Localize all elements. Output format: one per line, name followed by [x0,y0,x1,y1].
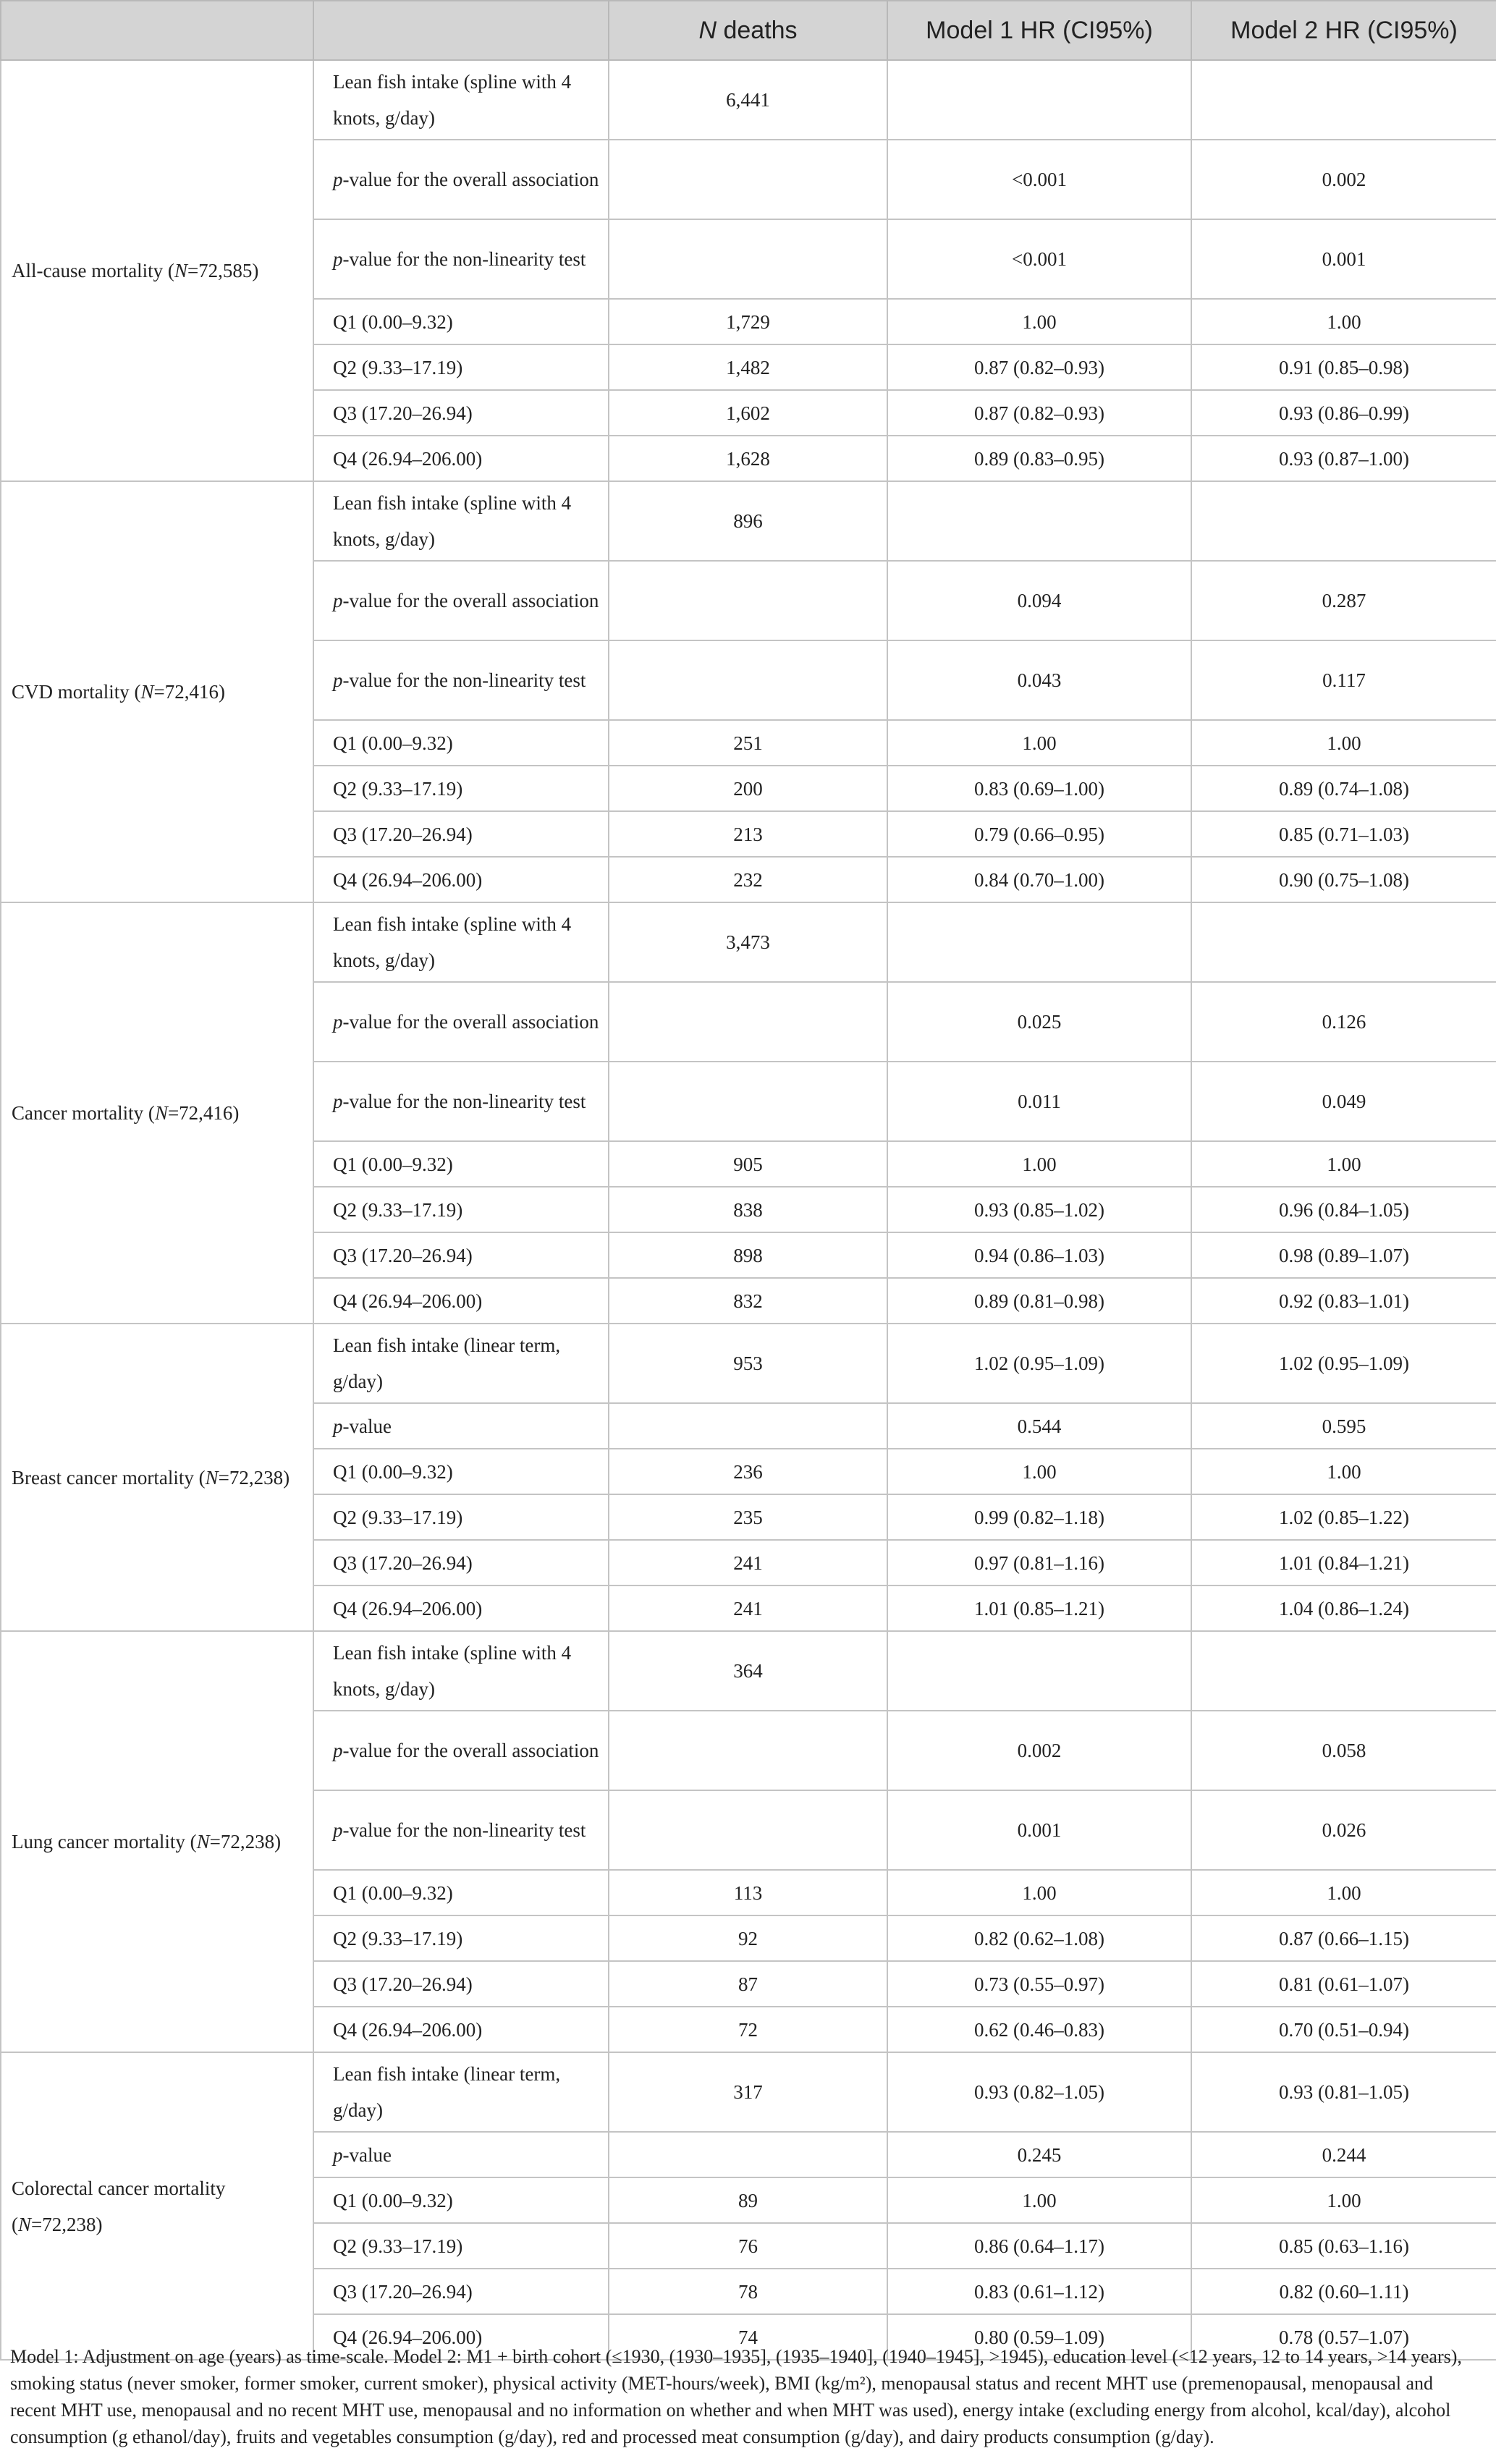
n-deaths-cell [609,1062,887,1141]
row-label-text: Q4 (26.94–206.00) [333,868,483,891]
n-deaths-cell: 832 [609,1278,887,1324]
model1-cell: 1.01 (0.85–1.21) [887,1585,1191,1631]
outcome-n-value: =72,238) [31,2213,103,2235]
row-label-text: Q2 (9.33–17.19) [333,2235,463,2257]
model1-cell: 0.79 (0.66–0.95) [887,811,1191,857]
model2-cell: 0.90 (0.75–1.08) [1191,857,1496,902]
n-deaths-cell: 251 [609,720,887,766]
header-n-italic: N [698,16,717,44]
model1-cell: 0.83 (0.61–1.12) [887,2269,1191,2314]
p-symbol: p [333,248,343,270]
row-label [313,390,609,436]
row-label [313,640,609,720]
row-label [313,1187,609,1232]
p-symbol: p [333,1740,343,1761]
row-label-text: Q3 (17.20–26.94) [333,823,473,845]
n-deaths-cell: 896 [609,481,887,561]
n-deaths-cell: 89 [609,2177,887,2223]
table-row [1,1324,1496,1403]
row-label [313,1403,609,1449]
model1-cell: 0.94 (0.86–1.03) [887,1232,1191,1278]
model1-cell: 0.84 (0.70–1.00) [887,857,1191,902]
row-label [313,1232,609,1278]
model1-cell: 0.245 [887,2132,1191,2177]
model1-cell: 0.87 (0.82–0.93) [887,390,1191,436]
n-deaths-cell: 317 [609,2052,887,2132]
outcome-n-symbol: N [174,260,187,281]
n-deaths-cell: 78 [609,2269,887,2314]
row-label [313,811,609,857]
model1-cell: 0.93 (0.85–1.02) [887,1187,1191,1232]
row-label-text: Lean fish intake (spline with 4 knots, g/day) [333,71,572,129]
row-label [313,1870,609,1915]
model1-cell: 0.89 (0.81–0.98) [887,1278,1191,1324]
n-deaths-cell: 953 [609,1324,887,1403]
model2-cell: 1.02 (0.85–1.22) [1191,1494,1496,1540]
n-deaths-cell: 200 [609,766,887,811]
row-label-text: Q3 (17.20–26.94) [333,1244,473,1266]
table-row [1,481,1496,561]
table-row [1,60,1496,140]
n-deaths-cell: 236 [609,1449,887,1494]
row-label [313,1449,609,1494]
row-label [313,1961,609,2007]
n-deaths-cell: 113 [609,1870,887,1915]
model2-cell: 1.00 [1191,2177,1496,2223]
n-deaths-cell: 1,729 [609,299,887,344]
model1-cell: 0.62 (0.46–0.83) [887,2007,1191,2052]
model2-cell: 0.81 (0.61–1.07) [1191,1961,1496,2007]
row-label [313,1494,609,1540]
model2-cell: 0.93 (0.87–1.00) [1191,436,1496,481]
outcome-name: All-cause mortality ( [12,260,174,281]
header-blank-2 [313,1,609,60]
header-model1: Model 1 HR (CI95%) [887,1,1191,60]
model1-cell: 0.025 [887,982,1191,1062]
outcome-label [1,481,313,902]
row-label-text: Q1 (0.00–9.32) [333,1153,453,1175]
row-label-text: Q4 (26.94–206.00) [333,2326,483,2348]
row-label-text: Q4 (26.94–206.00) [333,1290,483,1312]
n-deaths-cell: 213 [609,811,887,857]
header-blank-1 [1,1,313,60]
n-deaths-cell: 1,602 [609,390,887,436]
model1-cell: <0.001 [887,219,1191,299]
model2-cell: 0.82 (0.60–1.11) [1191,2269,1496,2314]
row-label [313,2132,609,2177]
outcome-n-symbol: N [140,681,154,703]
model1-cell: 0.89 (0.83–0.95) [887,436,1191,481]
row-label-text: Q3 (17.20–26.94) [333,1551,473,1574]
p-symbol: p [333,2143,343,2166]
row-label-text: Q2 (9.33–17.19) [333,777,463,800]
row-label [313,1631,609,1711]
row-label-text: -value [342,1415,392,1437]
outcome-name: Cancer mortality ( [12,1102,155,1124]
outcome-n-symbol: N [205,1466,219,1489]
row-label [313,766,609,811]
model2-cell [1191,902,1496,982]
model1-cell: 0.544 [887,1403,1191,1449]
outcome-n-value: =72,416) [153,681,225,703]
n-deaths-cell: 3,473 [609,902,887,982]
model2-cell: 0.126 [1191,982,1496,1062]
p-symbol: p [333,1091,343,1112]
row-label [313,436,609,481]
model1-cell: 0.001 [887,1790,1191,1870]
model2-cell: 0.026 [1191,1790,1496,1870]
model2-cell: 0.049 [1191,1062,1496,1141]
n-deaths-cell: 898 [609,1232,887,1278]
n-deaths-cell: 74 [609,2314,887,2360]
row-label [313,982,609,1062]
model2-cell: 0.117 [1191,640,1496,720]
row-label-text: Q2 (9.33–17.19) [333,1198,463,1221]
n-deaths-cell: 1,482 [609,344,887,390]
model2-cell: 1.00 [1191,1870,1496,1915]
model1-cell: 1.00 [887,1870,1191,1915]
n-deaths-cell: 235 [609,1494,887,1540]
row-label-text: -value for the non-linearity test [342,248,586,270]
n-deaths-cell [609,1403,887,1449]
model1-cell: 0.97 (0.81–1.16) [887,1540,1191,1585]
row-label [313,2223,609,2269]
row-label [313,299,609,344]
row-label [313,140,609,219]
row-label [313,2052,609,2132]
outcome-label [1,60,313,481]
row-label-text: Q4 (26.94–206.00) [333,1597,483,1620]
p-symbol: p [333,1819,343,1841]
model2-cell: 0.001 [1191,219,1496,299]
table-row [1,1631,1496,1711]
model2-cell: 0.244 [1191,2132,1496,2177]
model2-cell: 0.85 (0.71–1.03) [1191,811,1496,857]
header-n-rest: deaths [717,16,798,44]
row-label-text: Lean fish intake (spline with 4 knots, g/day) [333,913,572,971]
n-deaths-cell [609,219,887,299]
model1-cell: 1.00 [887,299,1191,344]
model1-cell: 1.00 [887,1141,1191,1187]
outcome-name: Lung cancer mortality ( [12,1831,197,1853]
model1-cell [887,60,1191,140]
row-label [313,720,609,766]
row-label [313,1324,609,1403]
n-deaths-cell [609,640,887,720]
model1-cell: 0.73 (0.55–0.97) [887,1961,1191,2007]
row-label-text: Q1 (0.00–9.32) [333,2189,453,2211]
model2-cell [1191,481,1496,561]
row-label [313,1790,609,1870]
row-label [313,2177,609,2223]
model1-cell: 0.011 [887,1062,1191,1141]
n-deaths-cell: 72 [609,2007,887,2052]
model1-cell: 1.00 [887,2177,1191,2223]
outcome-n-value: =72,585) [187,260,259,281]
model2-cell: 0.98 (0.89–1.07) [1191,1232,1496,1278]
outcome-name: Breast cancer mortality ( [12,1466,206,1489]
model1-cell: 0.87 (0.82–0.93) [887,344,1191,390]
model2-cell: 0.595 [1191,1403,1496,1449]
outcome-name: CVD mortality ( [12,681,141,703]
model1-cell: 0.80 (0.59–1.09) [887,2314,1191,2360]
model2-cell: 1.00 [1191,720,1496,766]
row-label-text: Q3 (17.20–26.94) [333,1973,473,1995]
row-label-text: -value for the non-linearity test [342,1091,586,1112]
outcome-label [1,1324,313,1631]
model2-cell: 0.287 [1191,561,1496,640]
row-label-text: Q1 (0.00–9.32) [333,1460,453,1483]
model2-cell: 1.00 [1191,299,1496,344]
n-deaths-cell: 232 [609,857,887,902]
model1-cell: 0.99 (0.82–1.18) [887,1494,1191,1540]
row-label [313,1278,609,1324]
table-row [1,902,1496,982]
model1-cell: 0.93 (0.82–1.05) [887,2052,1191,2132]
n-deaths-cell [609,1790,887,1870]
outcome-n-value: =72,416) [167,1102,240,1124]
row-label-text: Lean fish intake (linear term, g/day) [333,2063,561,2121]
row-label-text: Q2 (9.33–17.19) [333,1927,463,1949]
row-label-text: Lean fish intake (linear term, g/day) [333,1334,561,1392]
model2-cell: 1.02 (0.95–1.09) [1191,1324,1496,1403]
model2-cell [1191,60,1496,140]
row-label-text: Q2 (9.33–17.19) [333,356,463,378]
row-label-text: -value [342,2143,392,2166]
row-label-text: Q2 (9.33–17.19) [333,1506,463,1528]
model1-cell [887,1631,1191,1711]
model1-cell: 1.02 (0.95–1.09) [887,1324,1191,1403]
row-label [313,561,609,640]
n-deaths-cell [609,982,887,1062]
row-label-text: Lean fish intake (spline with 4 knots, g/day) [333,1642,572,1700]
row-label [313,857,609,902]
n-deaths-cell: 838 [609,1187,887,1232]
model2-cell: 0.058 [1191,1711,1496,1790]
model1-cell: 1.00 [887,1449,1191,1494]
row-label [313,2007,609,2052]
model1-cell: 0.82 (0.62–1.08) [887,1915,1191,1961]
row-label-text: -value for the overall association [342,1011,599,1033]
header-n-deaths [609,1,887,60]
row-label [313,1062,609,1141]
row-label [313,219,609,299]
n-deaths-cell [609,561,887,640]
model2-cell: 1.00 [1191,1449,1496,1494]
row-label-text: -value for the non-linearity test [342,669,586,691]
outcome-n-symbol: N [154,1102,168,1124]
table-row [1,2052,1496,2132]
table-body [1,60,1496,2360]
n-deaths-cell: 6,441 [609,60,887,140]
model2-cell: 0.96 (0.84–1.05) [1191,1187,1496,1232]
model1-cell: 0.86 (0.64–1.17) [887,2223,1191,2269]
model1-cell: 0.094 [887,561,1191,640]
model2-cell: 0.85 (0.63–1.16) [1191,2223,1496,2269]
row-label-text: Q1 (0.00–9.32) [333,310,453,333]
row-label-text: -value for the overall association [342,1740,599,1761]
n-deaths-cell: 241 [609,1540,887,1585]
row-label [313,1585,609,1631]
n-deaths-cell [609,2132,887,2177]
model2-cell: 1.01 (0.84–1.21) [1191,1540,1496,1585]
row-label [313,481,609,561]
model2-cell: 1.00 [1191,1141,1496,1187]
n-deaths-cell [609,1711,887,1790]
row-label [313,2269,609,2314]
outcome-label [1,2052,313,2360]
outcome-label [1,902,313,1324]
n-deaths-cell: 87 [609,1961,887,2007]
outcome-n-value: =72,238) [209,1831,282,1853]
model2-cell: 0.70 (0.51–0.94) [1191,2007,1496,2052]
n-deaths-cell: 364 [609,1631,887,1711]
model2-cell: 0.92 (0.83–1.01) [1191,1278,1496,1324]
model2-cell: 0.93 (0.81–1.05) [1191,2052,1496,2132]
outcome-n-symbol: N [18,2213,32,2235]
row-label-text: Q4 (26.94–206.00) [333,447,483,470]
row-label-text: -value for the non-linearity test [342,1819,586,1841]
row-label-text: Lean fish intake (spline with 4 knots, g/day) [333,492,572,550]
row-label [313,60,609,140]
model1-cell: <0.001 [887,140,1191,219]
model1-cell [887,902,1191,982]
model1-cell [887,481,1191,561]
outcome-n-value: =72,238) [218,1466,290,1489]
header-model2: Model 2 HR (CI95%) [1191,1,1496,60]
row-label-text: Q3 (17.20–26.94) [333,2280,473,2303]
row-label-text: Q1 (0.00–9.32) [333,732,453,754]
row-label-text: Q3 (17.20–26.94) [333,402,473,424]
p-symbol: p [333,590,343,611]
model2-cell [1191,1631,1496,1711]
model1-cell: 1.00 [887,720,1191,766]
model2-cell: 0.93 (0.86–0.99) [1191,390,1496,436]
row-label-text: -value for the overall association [342,169,599,190]
model1-cell: 0.002 [887,1711,1191,1790]
row-label [313,1540,609,1585]
table-footnote: Model 1: Adjustment on age (years) as time-scale. Model 2: M1 + birth cohort (≤1930, (1930–1935], (1935–1940], (1940–1945], >1945), education level (<12 years, 12 to 14 years, >14 years), smoking status (never smoker, former smoker, current smoker), physical activity (MET-hours/week), BMI (kg/m²), menopausal status and recent MHT use (premenopausal, menopausal and recent MHT use, menopausal and no recent MHT use, menopausal and no information on whether and when MHT was used), energy intake (excluding energy from alcohol, kcal/day), alcohol consumption (g ethanol/day), fruits and vegetables consumption (g/day), red and processed meat consumption (g/day), and dairy products consumption (g/day). [10,2346,1462,2447]
n-deaths-cell: 92 [609,1915,887,1961]
model2-cell: 1.04 (0.86–1.24) [1191,1585,1496,1631]
p-symbol: p [333,669,343,691]
p-symbol: p [333,1415,343,1437]
header-row [1,1,1496,60]
n-deaths-cell [609,140,887,219]
model2-cell: 0.91 (0.85–0.98) [1191,344,1496,390]
row-label-text: Q4 (26.94–206.00) [333,2018,483,2041]
model2-cell: 0.002 [1191,140,1496,219]
p-symbol: p [333,169,343,190]
row-label-text: Q1 (0.00–9.32) [333,1881,453,1904]
row-label [313,344,609,390]
model2-cell: 0.78 (0.57–1.07) [1191,2314,1496,2360]
row-label [313,1141,609,1187]
outcome-label [1,1631,313,2052]
model1-cell: 0.043 [887,640,1191,720]
n-deaths-cell: 905 [609,1141,887,1187]
n-deaths-cell: 76 [609,2223,887,2269]
row-label [313,902,609,982]
model2-cell: 0.89 (0.74–1.08) [1191,766,1496,811]
n-deaths-cell: 1,628 [609,436,887,481]
row-label [313,1711,609,1790]
n-deaths-cell: 241 [609,1585,887,1631]
outcome-name: Colorectal cancer mortality ( [12,2177,226,2235]
outcome-n-symbol: N [196,1831,210,1853]
row-label-text: -value for the overall association [342,590,599,611]
row-label [313,1915,609,1961]
model2-cell: 0.87 (0.66–1.15) [1191,1915,1496,1961]
p-symbol: p [333,1011,343,1033]
model1-cell: 0.83 (0.69–1.00) [887,766,1191,811]
